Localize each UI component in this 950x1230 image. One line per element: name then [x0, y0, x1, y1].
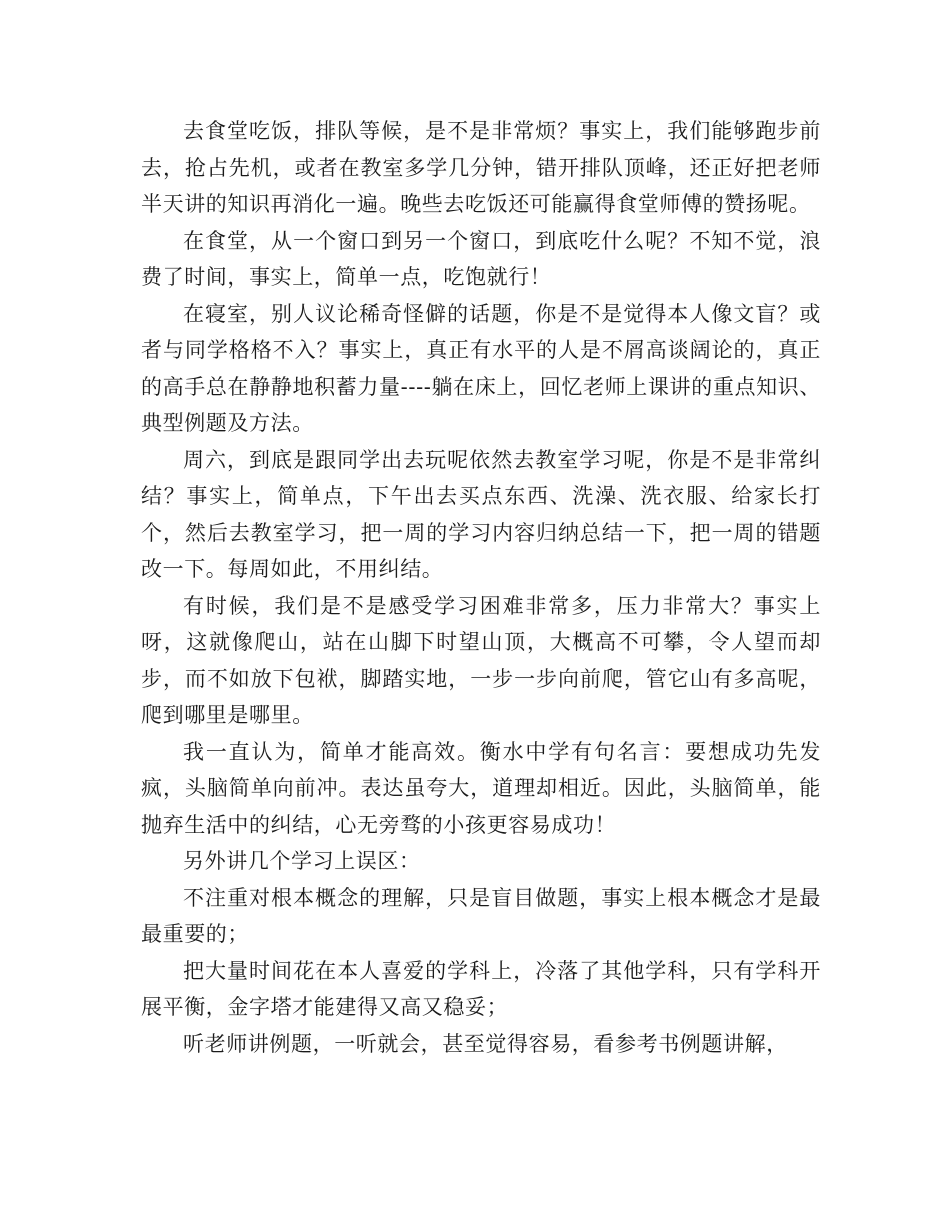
- paragraph-mountain: 有时候，我们是不是感受学习困难非常多，压力非常大？事实上呀，这就像爬山，站在山脚下时望山顶，大概高不可攀，令人望而却步，而不如放下包袱，脚踏实地，一步一步向前爬，管它山有多高呢，爬到哪里是哪里。: [141, 593, 821, 727]
- paragraph-canteen-queue: 去食堂吃饭，排队等候，是不是非常烦？事实上，我们能够跑步前去，抢占先机，或者在教室多学几分钟，错开排队顶峰，还正好把老师半天讲的知识再消化一遍。晚些去吃饭还可能赢得食堂师傅的赞扬呢。: [141, 119, 821, 216]
- document-body: [141, 113, 821, 1062]
- paragraph-simplicity: 我一直认为，简单才能高效。衡水中学有句名言：要想成功先发疯，头脑简单向前冲。表达虽夸大，道理却相近。因此，头脑简单，能抛弃生活中的纠结，心无旁骛的小孩更容易成功！: [141, 739, 821, 837]
- paragraph-misconception-examples: 听老师讲例题，一听就会，甚至觉得容易，看参考书例题讲解，: [183, 1031, 788, 1056]
- paragraph-misconception-subjects: 把大量时间花在本人喜爱的学科上，冷落了其他学科，只有学科开展平衡，金字塔才能建得又高又稳妥；: [141, 958, 821, 1019]
- paragraph-saturday: 周六，到底是跟同学出去玩呢依然去教室学习呢，你是不是非常纠结？事实上，简单点，下午出去买点东西、洗澡、洗衣服、给家长打个，然后去教室学习，把一周的学习内容归纳总结一下，把一周的错题改一下。每周如此，不用纠结。: [141, 447, 821, 581]
- paragraph-misconception-concepts: 不注重对根本概念的理解，只是盲目做题，事实上根本概念才是最最重要的；: [141, 885, 821, 946]
- paragraph-misconceptions-intro: 另外讲几个学习上误区：: [183, 849, 421, 873]
- paragraph-canteen-choice: 在食堂，从一个窗口到另一个窗口，到底吃什么呢？不知不觉，浪费了时间，事实上，简单一点，吃饱就行！: [141, 228, 821, 289]
- paragraph-dormitory: 在寝室，别人议论稀奇怪僻的话题，你是不是觉得本人像文盲？或者与同学格格不入？事实上，真正有水平的人是不屑高谈阔论的，真正的高手总在静静地积蓄力量----躺在床上，回忆老师上课讲的重点知识、典型例题及方法。: [141, 301, 821, 435]
